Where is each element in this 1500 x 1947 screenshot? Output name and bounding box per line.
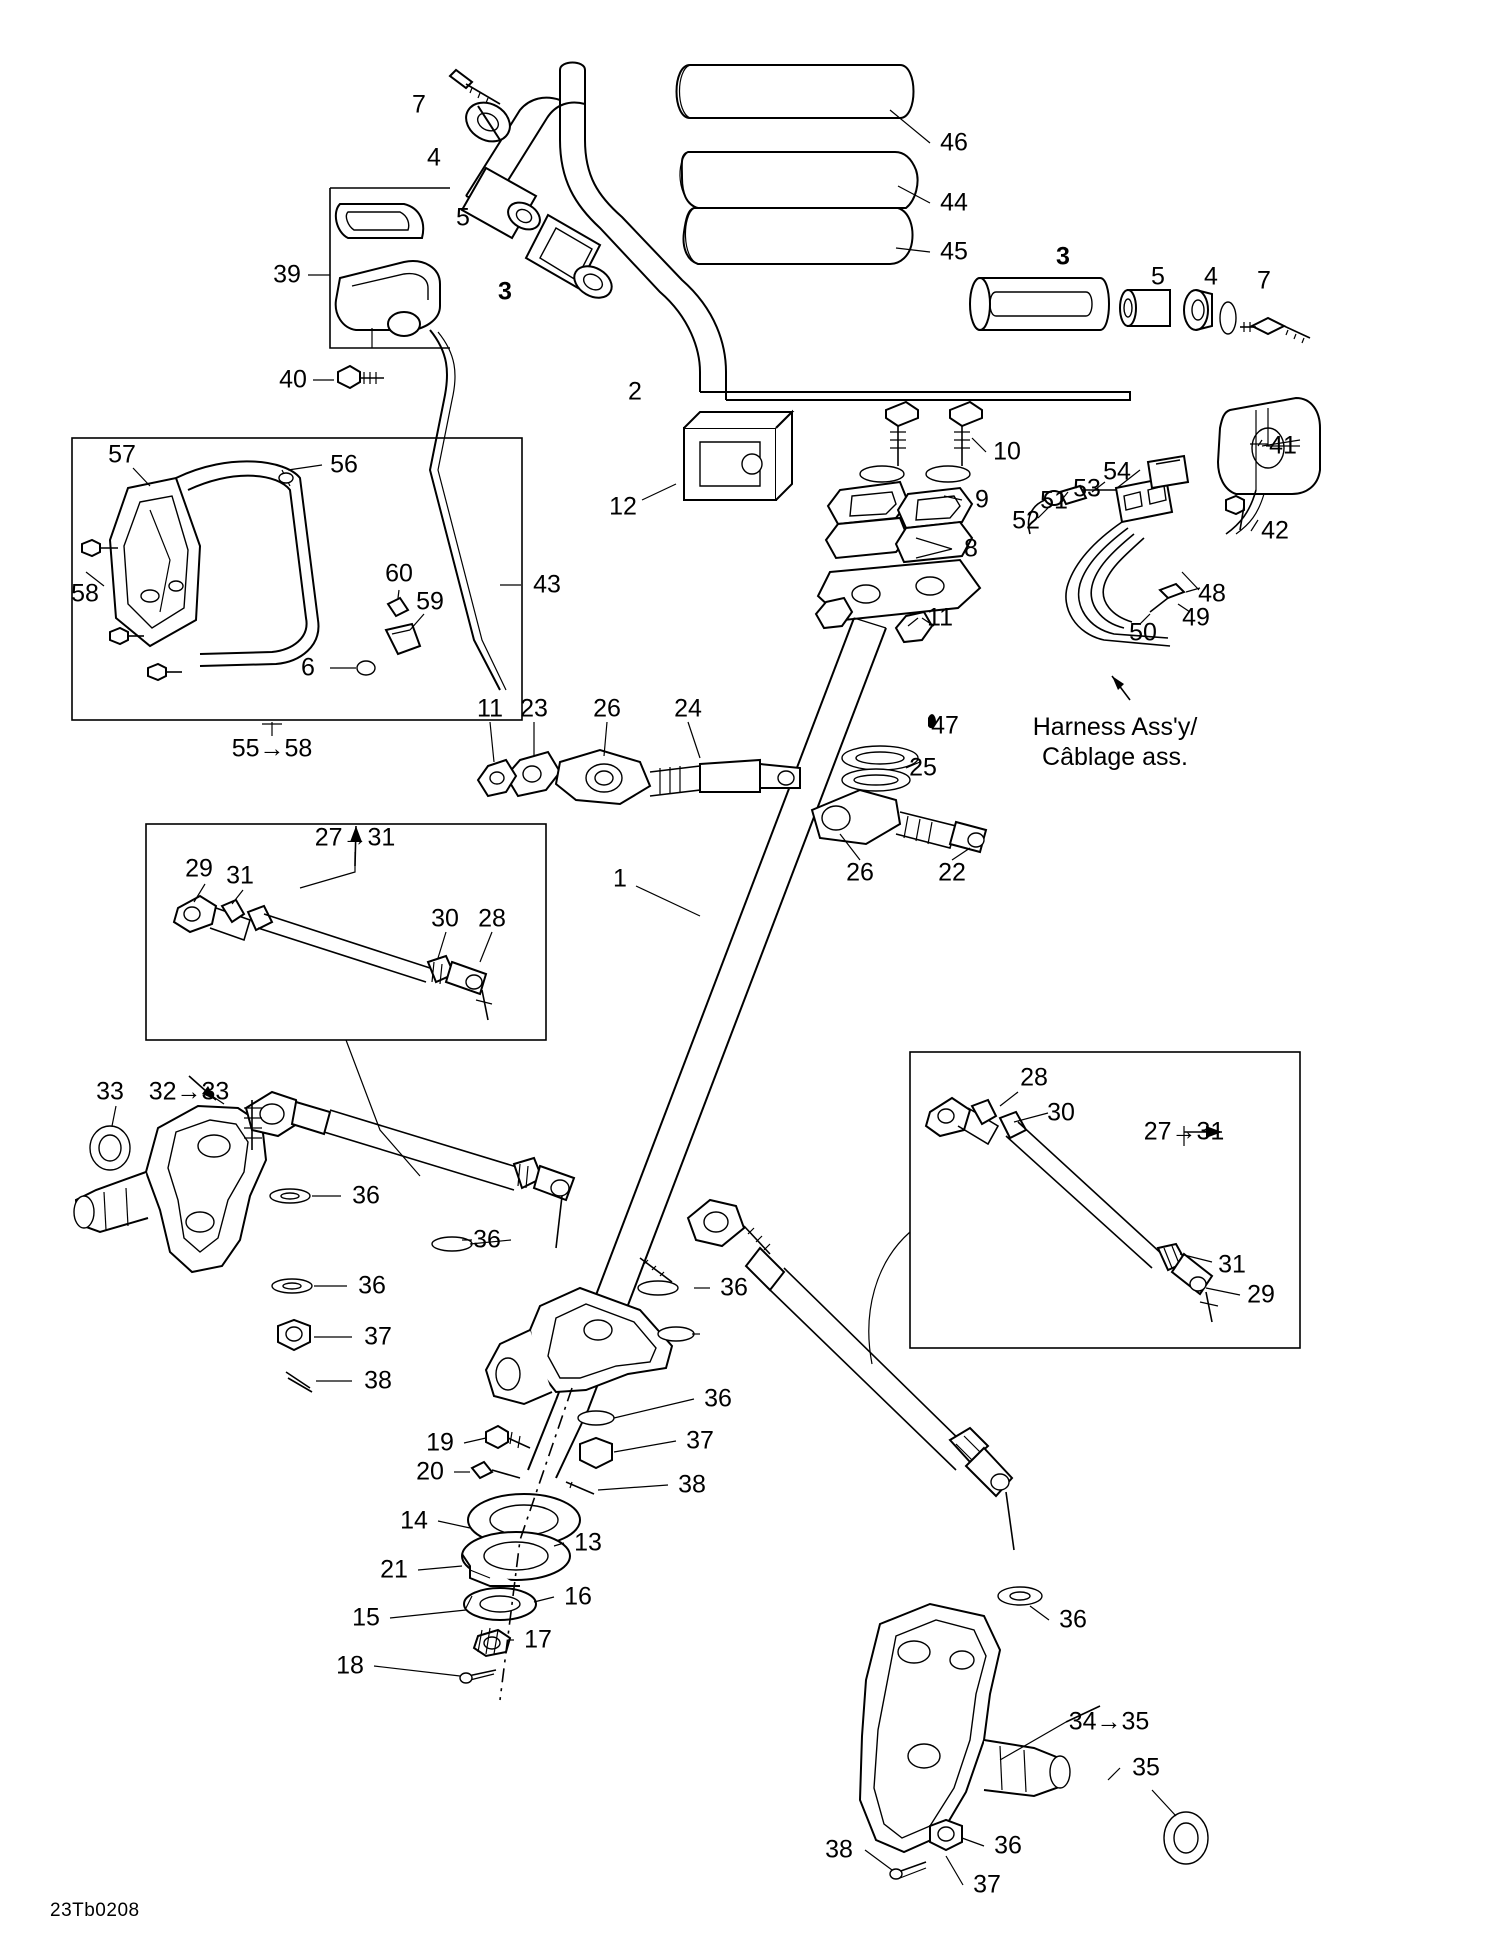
group-label-32-33: 32→33 — [148, 1077, 230, 1106]
group-label-27-31-right: 27→31 — [1143, 1117, 1225, 1146]
callout-22: 22 — [938, 858, 966, 887]
callout-38c: 38 — [825, 1835, 853, 1864]
callout-5a: 5 — [456, 203, 470, 232]
callout-25: 25 — [909, 753, 937, 782]
callout-17: 17 — [524, 1625, 552, 1654]
callout-29a: 29 — [185, 854, 213, 883]
right-knuckle-assembly — [688, 1200, 1208, 1885]
callout-14: 14 — [400, 1506, 428, 1535]
switch-assembly-39 — [308, 188, 450, 348]
callout-30b: 30 — [1047, 1098, 1075, 1127]
callout-12: 12 — [609, 492, 637, 521]
callout-24: 24 — [674, 694, 702, 723]
callout-2: 2 — [628, 377, 642, 406]
callout-36b: 36 — [358, 1271, 386, 1300]
callout-45: 45 — [940, 237, 968, 266]
callout-3b: 3 — [1056, 242, 1070, 271]
callout-40: 40 — [279, 365, 307, 394]
callout-11b: 11 — [477, 694, 503, 723]
callout-9: 9 — [975, 485, 989, 514]
callout-1: 1 — [613, 864, 627, 893]
callout-36g: 36 — [994, 1831, 1022, 1860]
callout-10: 10 — [993, 437, 1021, 466]
callout-5b: 5 — [1151, 262, 1165, 291]
left-grip-3 — [526, 215, 617, 304]
harness-caption — [1033, 712, 1198, 772]
callout-7a: 7 — [412, 90, 426, 119]
callout-42: 42 — [1261, 516, 1289, 545]
callout-8: 8 — [964, 534, 978, 563]
callout-38b: 38 — [678, 1470, 706, 1499]
callout-36d: 36 — [720, 1273, 748, 1302]
callout-48: 48 — [1198, 579, 1226, 608]
callout-37b: 37 — [686, 1426, 714, 1455]
callout-51: 51 — [1040, 486, 1068, 515]
callout-59: 59 — [416, 587, 444, 616]
group-label-34-35: 34→35 — [1068, 1707, 1150, 1736]
steering-column-clamps — [816, 402, 986, 642]
callout-23: 23 — [520, 694, 548, 723]
callout-28b: 28 — [1020, 1063, 1048, 1092]
callout-36c: 36 — [473, 1225, 501, 1254]
callout-46: 46 — [940, 128, 968, 157]
callout-28a: 28 — [478, 904, 506, 933]
callout-54: 54 — [1103, 457, 1131, 486]
callout-50: 50 — [1129, 618, 1157, 647]
switch-41 — [1218, 398, 1320, 534]
harness-caption-line2: Câblage ass. — [1042, 743, 1188, 771]
callout-18: 18 — [336, 1651, 364, 1680]
callout-16: 16 — [564, 1582, 592, 1611]
tierods-22-26 — [478, 711, 986, 860]
callout-37a: 37 — [364, 1322, 392, 1351]
callout-44: 44 — [940, 188, 968, 217]
callout-41: 41 — [1269, 431, 1297, 460]
callout-39: 39 — [273, 260, 301, 289]
callout-57: 57 — [108, 440, 136, 469]
callout-56: 56 — [330, 450, 358, 479]
bushing-4-right — [1184, 290, 1212, 330]
callout-15: 15 — [352, 1603, 380, 1632]
group-label-55-58: 55→58 — [231, 734, 313, 763]
callout-36f: 36 — [1059, 1605, 1087, 1634]
callout-43: 43 — [533, 570, 561, 599]
callout-6: 6 — [301, 653, 315, 682]
harness-caption-line1: Harness Ass'y/ — [1032, 713, 1198, 741]
callout-60: 60 — [385, 559, 413, 588]
throttle-cable-43 — [430, 330, 521, 690]
callout-26a: 26 — [593, 694, 621, 723]
right-grip-3 — [970, 278, 1109, 330]
grip-sleeve-5-right — [1120, 290, 1170, 326]
callout-31b: 31 — [1218, 1250, 1246, 1279]
callout-35: 35 — [1132, 1753, 1160, 1782]
inset-55-58 — [72, 438, 522, 736]
callout-52: 52 — [1012, 506, 1040, 535]
bracket-12 — [642, 412, 792, 500]
callout-4b: 4 — [1204, 262, 1218, 291]
callout-38a: 38 — [364, 1366, 392, 1395]
group-label-27-31-left: 27→31 — [314, 823, 396, 852]
callout-33: 33 — [96, 1077, 124, 1106]
callout-58: 58 — [71, 579, 99, 608]
callout-37c: 37 — [973, 1870, 1001, 1899]
callout-53: 53 — [1073, 474, 1101, 503]
callout-47: 47 — [931, 711, 959, 740]
callout-29b: 29 — [1247, 1280, 1275, 1309]
screw-40 — [313, 366, 384, 388]
callout-4a: 4 — [427, 143, 441, 172]
callout-13: 13 — [574, 1528, 602, 1557]
callout-36a: 36 — [352, 1181, 380, 1210]
bushing-4 — [459, 95, 517, 149]
inset-27-31-right — [869, 1052, 1300, 1364]
callout-7b: 7 — [1257, 266, 1271, 295]
callout-21: 21 — [380, 1555, 408, 1584]
callout-30a: 30 — [431, 904, 459, 933]
callout-26b: 26 — [846, 858, 874, 887]
figure-code: 23Tb0208 — [50, 1900, 140, 1921]
callout-31a: 31 — [226, 861, 254, 890]
handlebar-tube — [560, 63, 1130, 401]
handlebar-pads-44-45-46 — [677, 65, 931, 264]
grip-sleeve-5 — [462, 168, 545, 238]
callout-49: 49 — [1182, 603, 1210, 632]
callout-11a: 11 — [927, 603, 953, 632]
callout-36e: 36 — [704, 1384, 732, 1413]
callout-19: 19 — [426, 1428, 454, 1457]
screw-7 — [450, 70, 500, 104]
callout-20: 20 — [416, 1457, 444, 1486]
callout-3a: 3 — [498, 277, 512, 306]
screw-7-right — [1220, 302, 1310, 343]
